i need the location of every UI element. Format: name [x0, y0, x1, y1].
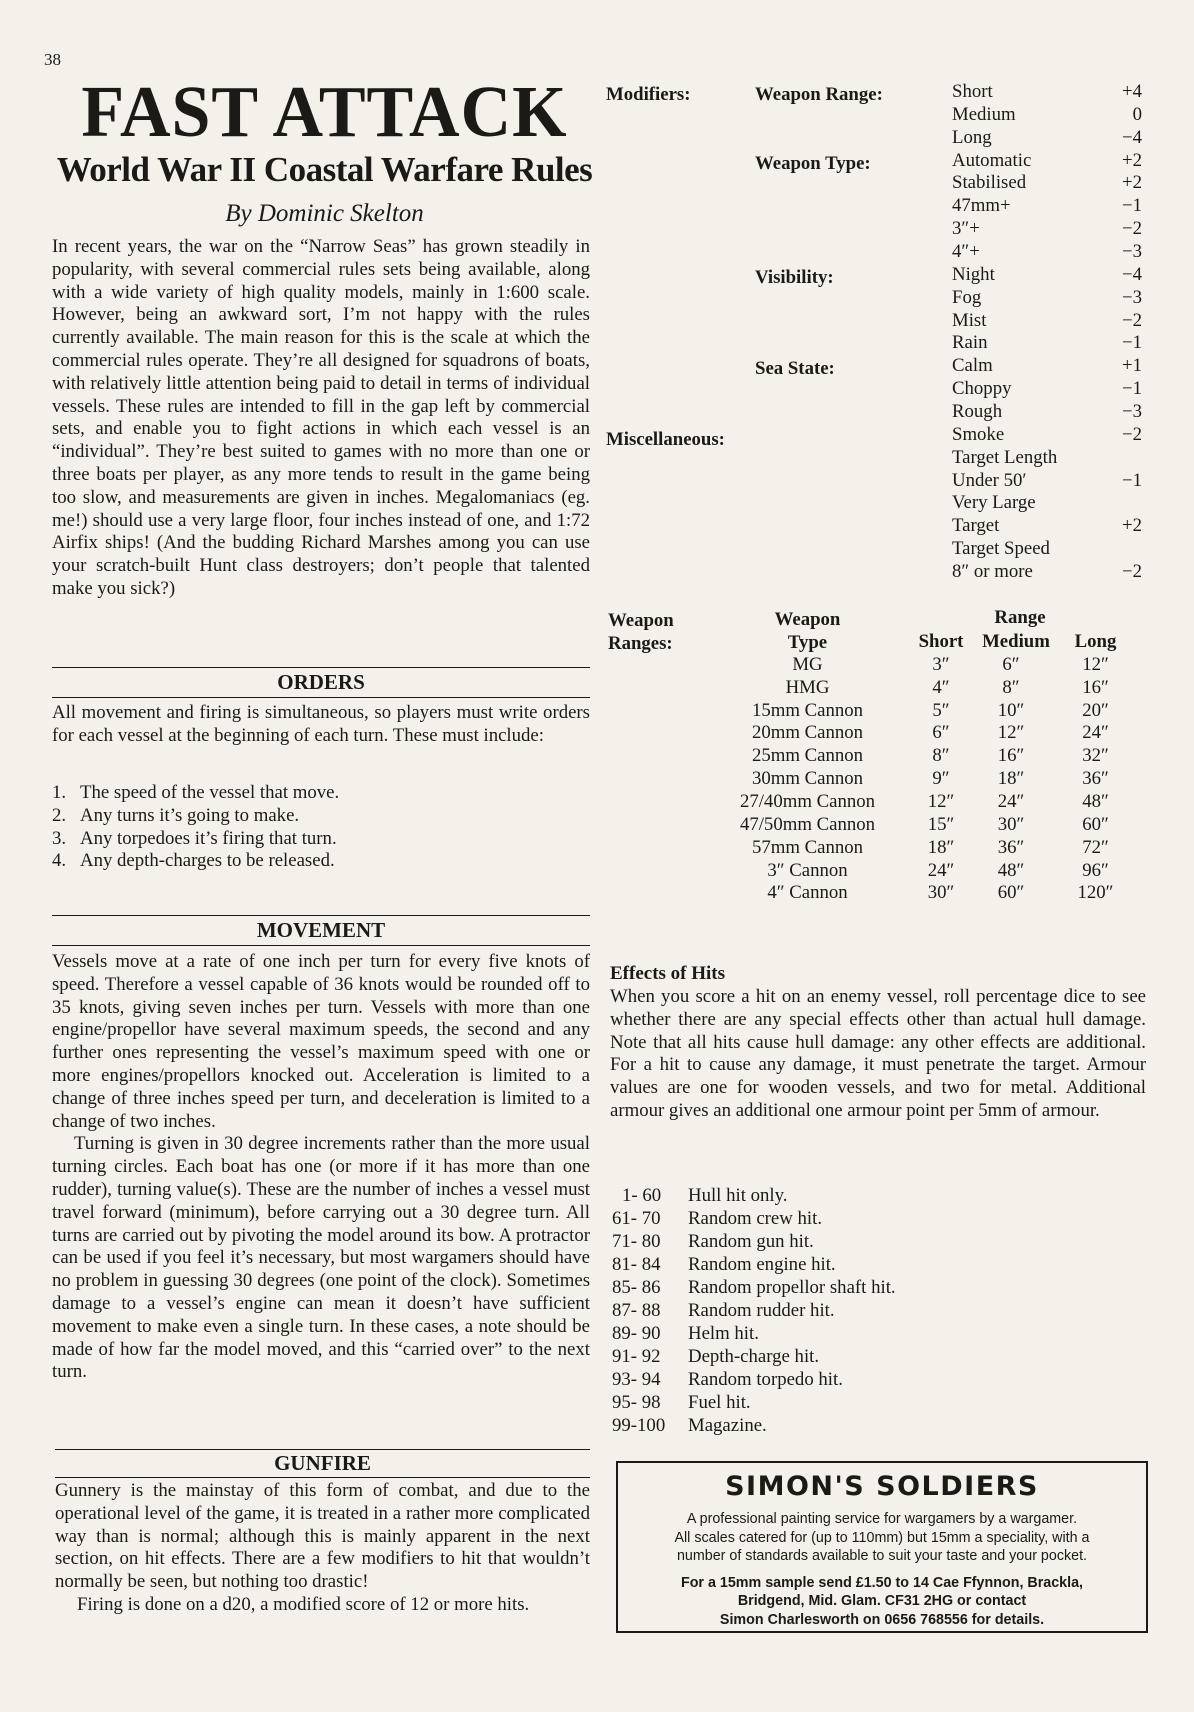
modifier-row: Target Speed: [952, 538, 1050, 559]
modifier-row: 47mm+ −1: [952, 195, 1142, 216]
modifier-row: Fog −3: [952, 287, 1142, 308]
table-row: 93- 94 Random torpedo hit.: [612, 1369, 843, 1390]
modifier-row: Automatic +2: [952, 150, 1142, 171]
list-item: 4. Any depth-charges to be released.: [52, 850, 335, 872]
table-row: 71- 80 Random gun hit.: [612, 1231, 814, 1252]
table-row: 1- 60 Hull hit only.: [622, 1185, 788, 1206]
modifier-row: 4″+ −3: [952, 241, 1142, 262]
modifier-row: Night −4: [952, 264, 1142, 285]
weapon-ranges-label-1: Weapon: [608, 610, 674, 631]
table-row: 57mm Cannon 18″ 36″ 72″: [751, 837, 1109, 858]
gunfire-rule-top: [55, 1449, 590, 1450]
gunfire-text: [55, 1480, 590, 1617]
modifier-row: Choppy −1: [952, 378, 1142, 399]
modifier-row: 8″ or more −2: [952, 561, 1142, 582]
visibility-label: Visibility:: [755, 267, 834, 288]
miscellaneous-label: Miscellaneous:: [606, 429, 725, 450]
weapon-type-label: Weapon Type:: [755, 153, 871, 174]
gunfire-rule-bottom: [55, 1477, 590, 1478]
table-row: 99-100 Magazine.: [612, 1415, 767, 1436]
col-range: Range: [994, 607, 1046, 628]
col-medium: Medium: [982, 631, 1050, 652]
modifier-row: Mist −2: [952, 310, 1142, 331]
orders-list: [52, 782, 590, 873]
list-item: 2. Any turns it’s going to make.: [52, 804, 300, 826]
intro-paragraph: In recent years, the war on the “Narrow Seas” has grown steadily in popularity, with several commercial rules sets being available, along with a wide variety of high quality models, mainly in 1:600 scale. However, being an awkward sort, I’m not happy with the rules currently available. The main reason for this is the scale at which the commercial rules operate. They’re all designed for squadrons of boats, with relatively little attention being paid to detail in terms of individual vessels. These rules are intended to fill in the gap left by commercial sets, and enable you to fight actions in which each vessel is an “individual”. They’re best suited to games with no more than one or three boats per player, as any more tends to result in the game being too slow, and measurements are given in inches. Megalomaniacs (eg. me!) should use a very large floor, four inches instead of one, and 1:72 Airfix ships! (And the budding Richard Marshes among you can use your scratch-built Hunt class destroyers; don’t people that talented make you sick?): [52, 236, 590, 599]
modifier-row: Very Large: [952, 492, 1036, 513]
list-item: 1. The speed of the vessel that move.: [52, 782, 340, 803]
movement-rule-top: [52, 915, 590, 916]
table-row: 25mm Cannon 8″ 16″ 32″: [751, 745, 1109, 766]
orders-rule-bottom: [52, 697, 590, 698]
modifiers-label: Modifiers:: [606, 84, 691, 105]
table-row: 89- 90 Helm hit.: [612, 1323, 759, 1344]
table-row: 47/50mm Cannon 15″ 30″ 60″: [739, 814, 1109, 835]
modifier-row: Smoke −2: [952, 424, 1142, 445]
movement-paragraph-1: Vessels move at a rate of one inch per turn for every five knots of speed. Therefore a vessel capable of 36 knots would be rounded off to 35 knots, giving seven inches per turn. Vessels with more than one engine/propellor have several maximum speeds, the second and any further ones representing the vessel’s maximum speed with one or more engines/propellors knocked out. Acceleration is limited to a change of three inches speed per turn, and deceleration is limited to a change of two inches.: [52, 951, 590, 1132]
table-row: 4″ Cannon 30″ 60″ 120″: [767, 882, 1114, 903]
gunfire-heading: GUNFIRE: [274, 1451, 371, 1475]
col-long: Long: [1074, 631, 1117, 652]
sea-state-label: Sea State:: [755, 358, 835, 379]
col-weapon: Weapon: [774, 609, 841, 630]
table-row: HMG 4″ 8″ 16″: [785, 677, 1109, 698]
col-short: Short: [918, 631, 964, 652]
weapon-range-label: Weapon Range:: [755, 84, 883, 105]
article-subtitle: World War II Coastal Warfare Rules: [56, 150, 593, 189]
orders-paragraph: All movement and firing is simultaneous, so players must write orders for each vessel at the beginning of each turn. These must include:: [52, 702, 590, 746]
modifier-row: Calm +1: [952, 355, 1142, 376]
table-row: 61- 70 Random crew hit.: [612, 1208, 823, 1229]
table-row: MG 3″ 6″ 12″: [792, 654, 1109, 675]
gunfire-paragraph-2: Firing is done on a d20, a modified score of 12 or more hits.: [77, 1593, 530, 1615]
weapon-ranges-label-2: Ranges:: [608, 633, 673, 654]
modifier-row: Long −4: [952, 127, 1142, 148]
effects-paragraph: When you score a hit on an enemy vessel, roll percentage dice to see whether there are any special effects other than actual hull damage. Note that all hits cause hull damage: any other effects are additional. For a hit to cause any damage, it must penetrate the target. Armour values are one for wooden vessels, and two for metal. Additional armour gives an additional one armour point per 5mm of armour.: [610, 986, 1146, 1121]
ad-title: SIMON'S SOLDIERS: [725, 1471, 1039, 1502]
page-number: 38: [44, 50, 61, 69]
table-row: 27/40mm Cannon 12″ 24″ 48″: [739, 791, 1109, 812]
modifier-row: Rain −1: [952, 332, 1142, 353]
advertisement-box: [616, 1461, 1148, 1633]
movement-heading: MOVEMENT: [256, 918, 386, 942]
col-type: Type: [787, 632, 828, 653]
modifier-row: Short +4: [952, 81, 1142, 102]
table-row: 30mm Cannon 9″ 18″ 36″: [751, 768, 1109, 789]
effects-heading: Effects of Hits: [610, 963, 726, 984]
table-row: 3″ Cannon 24″ 48″ 96″: [767, 860, 1109, 881]
orders-rule-top: [52, 667, 590, 668]
modifier-row: Stabilised +2: [952, 172, 1142, 193]
movement-rule-bottom: [52, 945, 590, 946]
list-item: 3. Any torpedoes it’s firing that turn.: [52, 827, 337, 849]
modifier-row: Rough −3: [952, 401, 1142, 422]
ad-description: A professional painting service for wargamers by a wargamer. All scales catered for (up to 110mm) but 15mm a speciality, with a number of standards available to suit your taste and your pocket.: [674, 1511, 1090, 1565]
movement-paragraph-2: Turning is given in 30 degree increments rather than the more usual turning circles. Each boat has one (or more if it has more than one rudder), turning value(s). These are the number of inches a vessel must travel forward (minimum), before carrying out a 30 degree turn. All turns are carried out by pivoting the model around its bow. A protractor can be used if you feel it’s necessary, but most wargamers should have no problem in guessing 30 degrees (one point of the clock). Sometimes damage to a vessel’s engine can mean it doesn’t have sufficient movement to make even a single turn. In these cases, a note should be made of how far the model moved, and this “carried over” to the next turn.: [52, 1133, 590, 1383]
article-title: FAST ATTACK: [81, 72, 568, 153]
movement-text: [52, 951, 590, 1384]
modifier-row: Under 50′ −1: [952, 470, 1142, 491]
article-byline: By Dominic Skelton: [225, 200, 424, 227]
table-row: 91- 92 Depth-charge hit.: [612, 1346, 820, 1367]
table-row: 95- 98 Fuel hit.: [612, 1392, 751, 1413]
table-row: 87- 88 Random rudder hit.: [612, 1300, 835, 1321]
table-row: 15mm Cannon 5″ 10″ 20″: [751, 700, 1109, 721]
modifier-row: Medium 0: [952, 104, 1142, 125]
table-row: 20mm Cannon 6″ 12″ 24″: [751, 722, 1109, 743]
ad-contact: For a 15mm sample send £1.50 to 14 Cae Ffynnon, Brackla, Bridgend, Mid. Glam. CF31 2HG or contact Simon Charlesworth on 0656 768556 for details.: [680, 1574, 1084, 1628]
gunfire-paragraph-1: Gunnery is the mainstay of this form of combat, and due to the operational level of the game, it is treated in a rather more complicated way than is normal; although this is mainly apparent in the next section, on hit effects. There are a few modifiers to hit that wouldn’t normally be seen, but nothing too drastic!: [55, 1480, 590, 1593]
table-row: 85- 86 Random propellor shaft hit.: [612, 1277, 896, 1298]
orders-heading: ORDERS: [277, 670, 365, 694]
modifier-row: Target +2: [952, 515, 1142, 536]
modifier-row: 3″+ −2: [952, 218, 1142, 239]
table-row: 81- 84 Random engine hit.: [612, 1254, 836, 1275]
modifier-row: Target Length: [952, 447, 1058, 468]
